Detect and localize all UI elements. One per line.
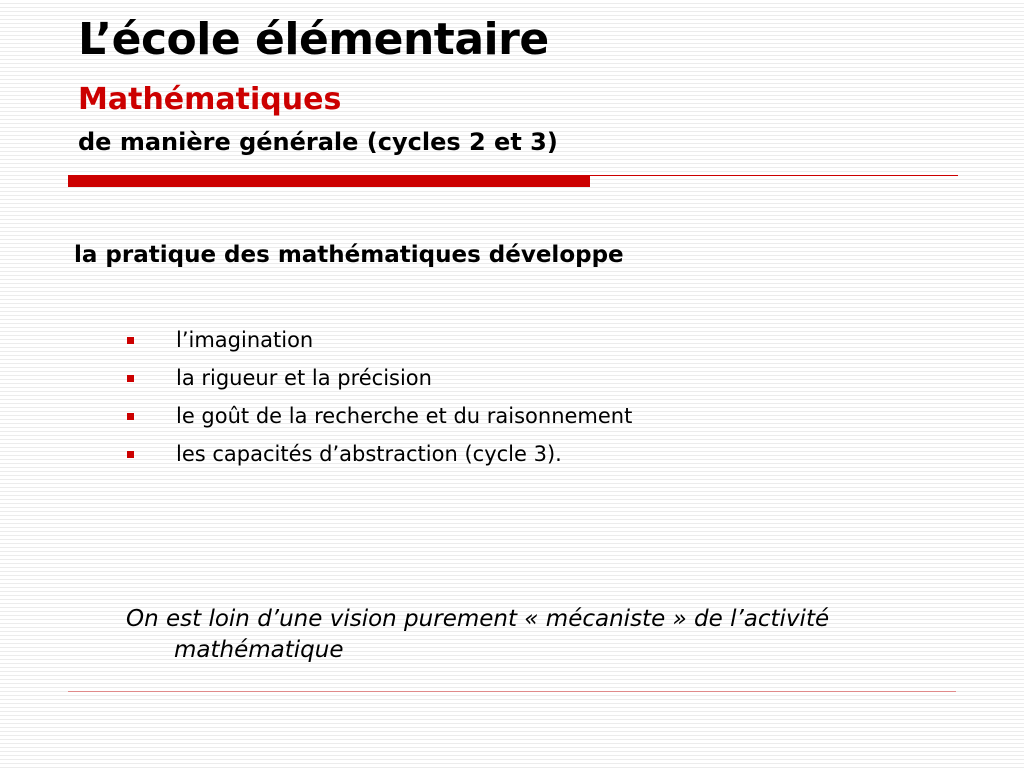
- bullet-text: le goût de la recherche et du raisonnement: [176, 404, 633, 428]
- bullet-text: la rigueur et la précision: [176, 366, 432, 390]
- slide-subtitle-detail: de manière générale (cycles 2 et 3): [78, 128, 558, 156]
- intro-text: la pratique des mathématiques développe: [74, 242, 624, 268]
- title-divider: [68, 175, 958, 187]
- title-divider-thin: [590, 175, 958, 176]
- conclusion-text: On est loin d’une vision purement « mécaniste » de l’activité mathématique: [126, 606, 830, 663]
- bottom-divider: [68, 691, 956, 692]
- bullet-list: [126, 325, 632, 477]
- title-divider-thick: [68, 175, 590, 187]
- bullet-item: [126, 401, 632, 439]
- red-square-bullet-icon: [127, 337, 134, 344]
- red-square-bullet-icon: [127, 451, 134, 458]
- bullet-item: [126, 363, 632, 401]
- red-square-bullet-icon: [127, 413, 134, 420]
- red-square-bullet-icon: [127, 375, 134, 382]
- bullet-text: l’imagination: [176, 328, 314, 352]
- slide-title: L’école élémentaire: [78, 14, 549, 65]
- slide-subtitle: Mathématiques: [78, 82, 342, 117]
- bullet-item: [126, 325, 632, 363]
- bullet-item: [126, 439, 632, 477]
- bullet-text: les capacités d’abstraction (cycle 3).: [176, 442, 562, 466]
